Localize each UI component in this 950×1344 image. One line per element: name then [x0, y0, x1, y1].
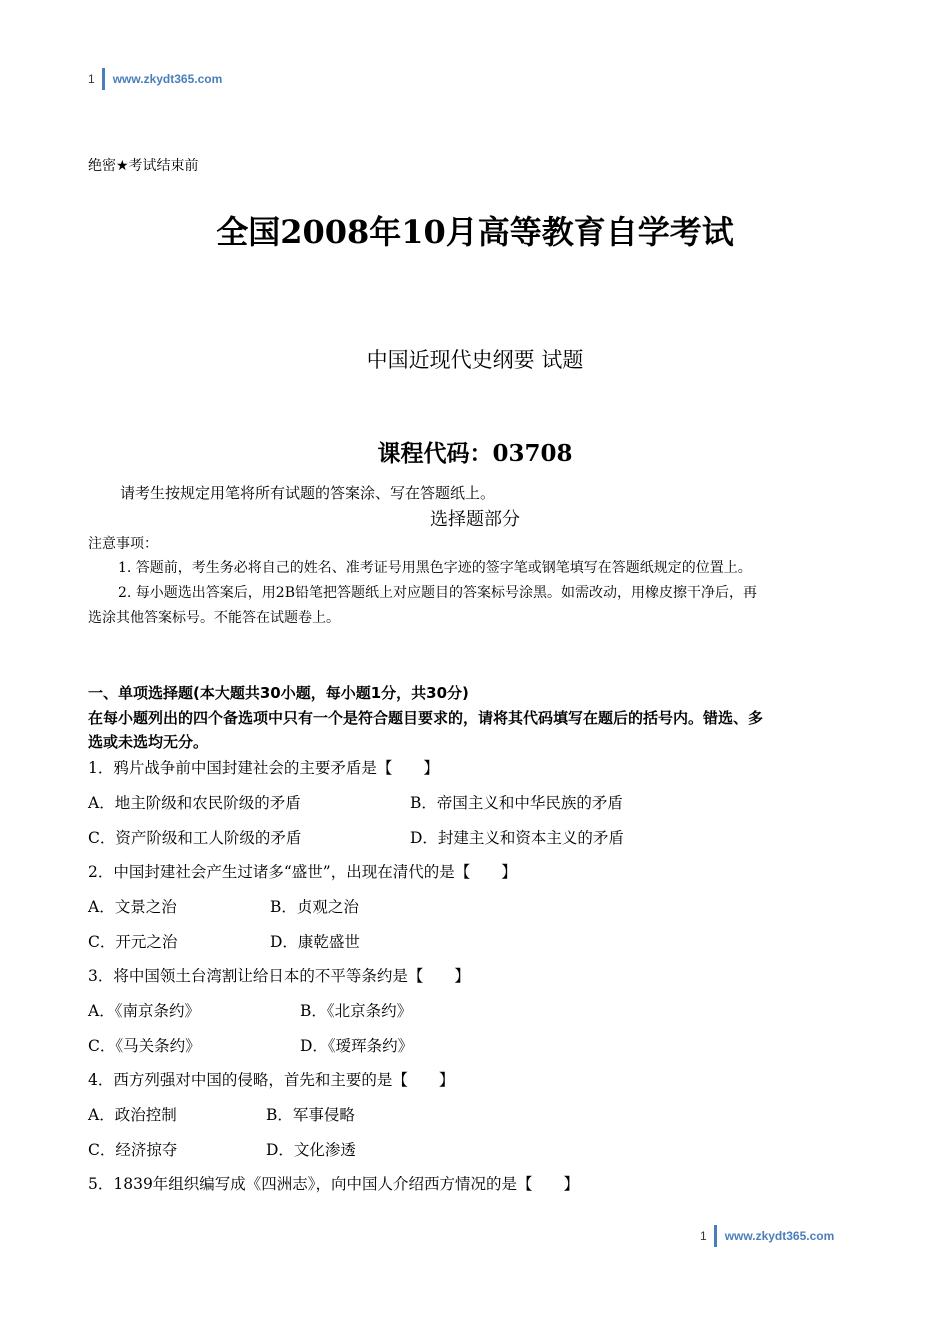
course-code: 课程代码：03708: [377, 440, 573, 467]
option-a: A．政治控制: [88, 1106, 177, 1124]
option-c: C．经济掠夺: [88, 1141, 178, 1159]
instruction: 请考生按规定用笔将所有试题的答案涂、写在答题纸上。: [120, 484, 496, 502]
notes-item-2: 2. 每小题选出答案后，用2B铅笔把答题纸上对应题目的答案标号涂黑。如需改动，用橡皮擦干净后，再: [118, 585, 758, 601]
notes-heading: 注意事项：: [88, 536, 158, 552]
header-url: www.zkydt365.com: [112, 72, 223, 86]
header-divider: [102, 68, 105, 90]
page-header: [88, 68, 222, 90]
option-c: C．资产阶级和工人阶级的矛盾: [88, 829, 302, 847]
section-label: 选择题部分: [430, 509, 520, 530]
footer-url: www.zkydt365.com: [724, 1229, 835, 1243]
part1-desc-cont: 选或未选均无分。: [88, 733, 209, 751]
option-d: D．康乾盛世: [270, 933, 360, 951]
footer-divider: [714, 1225, 717, 1247]
header-page-number: 1: [88, 72, 95, 86]
footer-page-number: 1: [700, 1229, 707, 1243]
option-a: A．《南京条约》: [88, 1002, 200, 1020]
option-b: B．《北京条约》: [300, 1002, 413, 1020]
option-b: B．帝国主义和中华民族的矛盾: [410, 794, 623, 812]
option-c: C．《马关条约》: [88, 1037, 201, 1055]
question-stem: 4．西方列强对中国的侵略，首先和主要的是【 】: [88, 1071, 455, 1089]
page-footer: [700, 1225, 834, 1247]
option-d: D．《瑷珲条约》: [300, 1037, 414, 1055]
notes-item-1: 1. 答题前，考生务必将自己的姓名、准考证号用黑色字迹的签字笔或钢笔填写在答题纸规定的位置上。: [118, 560, 752, 576]
option-b: B．军事侵略: [266, 1106, 355, 1124]
question-stem: 3．将中国领土台湾割让给日本的不平等条约是【 】: [88, 967, 470, 985]
part1-heading: 一、单项选择题(本大题共30小题，每小题1分，共30分): [88, 684, 469, 702]
option-d: D．文化渗透: [266, 1141, 356, 1159]
option-a: A．文景之治: [88, 898, 177, 916]
option-a: A．地主阶级和农民阶级的矛盾: [88, 794, 301, 812]
notes-item-2-cont: 选涂其他答案标号。不能答在试题卷上。: [88, 610, 340, 626]
option-b: B．贞观之治: [270, 898, 359, 916]
part1-desc: 在每小题列出的四个备选项中只有一个是符合题目要求的，请将其代码填写在题后的括号内。错选、多: [88, 709, 764, 727]
question-stem: 2．中国封建社会产生过诸多“盛世”，出现在清代的是【 】: [88, 863, 517, 881]
option-d: D．封建主义和资本主义的矛盾: [410, 829, 624, 847]
exam-title: 全国2008年10月高等教育自学考试: [216, 213, 734, 251]
question-stem: 1．鸦片战争前中国封建社会的主要矛盾是【 】: [88, 759, 439, 777]
question-stem: 5．1839年组织编写成《四洲志》，向中国人介绍西方情况的是【 】: [88, 1175, 580, 1193]
secret-mark: 绝密★考试结束前: [88, 158, 199, 174]
subject-title: 中国近现代史纲要 试题: [366, 348, 584, 372]
option-c: C．开元之治: [88, 933, 178, 951]
